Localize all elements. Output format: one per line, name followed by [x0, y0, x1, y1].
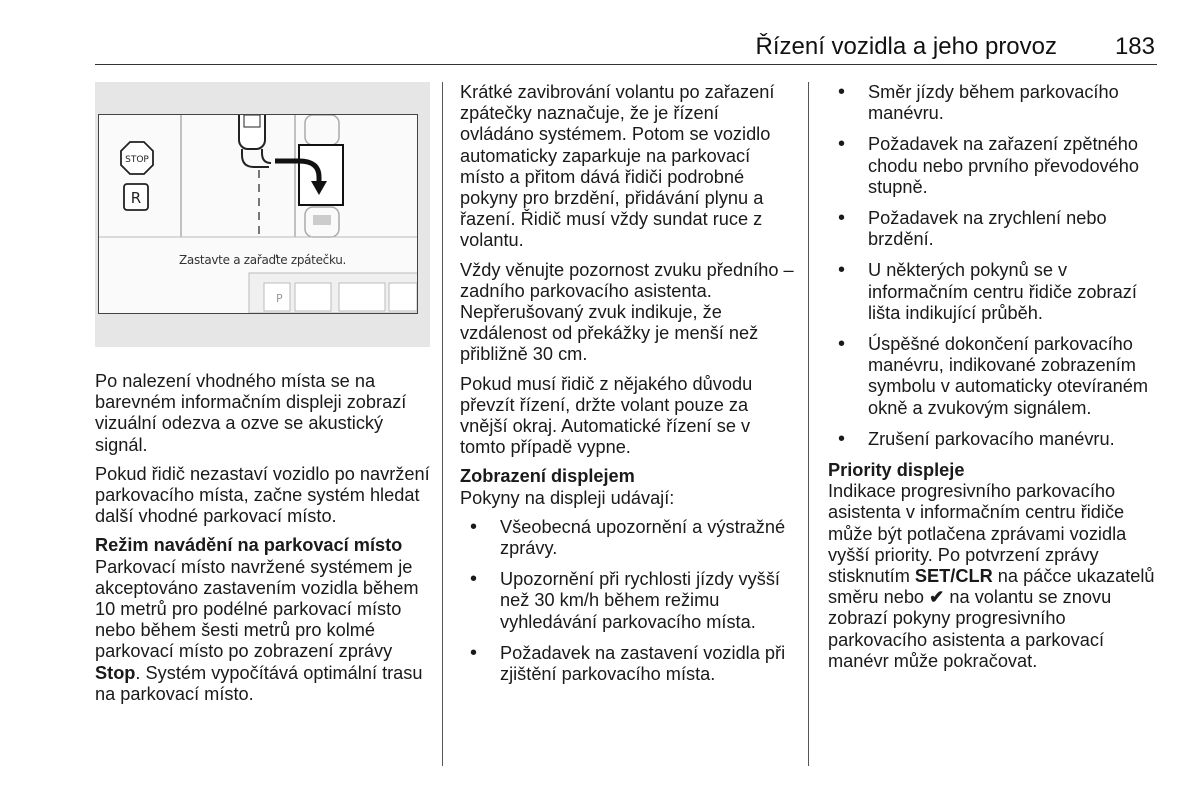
- page-number: 183: [1114, 33, 1155, 60]
- page-header: [95, 30, 1157, 65]
- stop-keyword: Stop: [95, 662, 136, 683]
- paragraph: Po nalezení vhodného místa se na barevném informačním displeji zobrazí vizuální odezva a ozve se akustický signál.: [95, 371, 407, 455]
- svg-text:STOP: STOP: [125, 155, 149, 165]
- paragraph: Pokyny na displeji udávají:: [460, 487, 675, 508]
- list-item: • Požadavek na zastavení vozidla při zjištění parkovacího místa.: [460, 643, 795, 685]
- list-item: • Úspěšné dokončení parkovacího manévru, indikované zobrazením symbolu v automaticky otevíraném okně a zvukovým signálem.: [828, 334, 1163, 419]
- section-heading: Zobrazení displejem: [460, 466, 635, 487]
- svg-text:R: R: [130, 189, 142, 207]
- paragraph: Pokud musí řidič z nějakého důvodu převzít řízení, držte volant pouze za vnější okraj. Automatické řízení se v tomto případě vypne.: [460, 373, 753, 458]
- list-item: • Upozornění při rychlosti jízdy vyšší než 30 km/h během režimu vyhledávání parkovacího místa.: [460, 569, 795, 633]
- paragraph: Parkovací místo navržené systémem je akceptováno zastavením vozidla během 10 metrů pro podélné parkovací místo nebo během šesti metrů pro kolmé parkovací místo po zobrazení zprávy Stop. Systém vypočítává optimální trasu na parkovací místo.: [95, 556, 423, 704]
- bullet-list: [460, 517, 795, 685]
- parking-display-illustration: [95, 82, 430, 347]
- list-item: • Směr jízdy během parkovacího manévru.: [828, 82, 1163, 124]
- bullet-list: [828, 82, 1163, 450]
- header-title: Řízení vozidla a jeho provoz: [755, 33, 1057, 60]
- reverse-gear-icon: [123, 183, 149, 211]
- list-item: • Všeobecná upozornění a výstražné zprávy.: [460, 517, 795, 559]
- list-item: • U některých pokynů se v informačním centru řidiče zobrazí lišta indikující průběh.: [828, 260, 1163, 324]
- column-1: [95, 82, 430, 713]
- paragraph: Indikace progresivního parkovacího asistenta v informačním centru řidiče může být potlačena zprávami vozidla vyšší priority. Po potvrzení zprávy stisknutím SET/CLR na páčce ukazatelů směru nebo ✔ na volantu se znovu zobrazí pokyny progresivního parkovacího asistenta a parkovací manévr může pokračovat.: [828, 481, 1155, 671]
- column-2: [460, 82, 795, 695]
- column-divider: [442, 82, 443, 766]
- section-heading: Režim navádění na parkovací místo: [95, 535, 403, 556]
- paragraph: Pokud řidič nezastaví vozidlo po navržení parkovacího místa, začne systém hledat další vhodné parkovací místo.: [95, 463, 430, 527]
- list-item: • Zrušení parkovacího manévru.: [828, 429, 1163, 450]
- stop-sign-icon: [119, 140, 155, 176]
- paragraph: Vždy věnujte pozornost zvuku předního – zadního parkovacího asistenta. Nepřerušovaný zvuk indikuje, že vzdálenost od překážky je menší než přibližně 30 cm.: [460, 259, 794, 365]
- checkmark-icon: ✔: [929, 587, 945, 608]
- parked-car: [305, 115, 339, 145]
- column-3: [828, 82, 1163, 680]
- section-heading: Priority displeje: [828, 460, 965, 481]
- p-symbol: P: [276, 292, 283, 305]
- set-clr-keyword: SET/CLR: [914, 566, 993, 587]
- paragraph: Krátké zavibrování volantu po zařazení zpátečky naznačuje, že je řízení ovládáno systémem. Potom se vozidlo automaticky zaparkuje na parkovací místo a přitom dává řidiči podrobné pokyny pro brzdění, přidávání plynu a řazení. Řidič musí vždy sundat ruce z volantu.: [460, 82, 775, 251]
- list-item: • Požadavek na zrychlení nebo brzdění.: [828, 208, 1163, 250]
- column-divider: [808, 82, 809, 766]
- list-item: • Požadavek na zařazení zpětného chodu nebo prvního převodového stupně.: [828, 134, 1163, 198]
- display-caption: Zastavte a zařaďte zpátečku.: [179, 253, 347, 267]
